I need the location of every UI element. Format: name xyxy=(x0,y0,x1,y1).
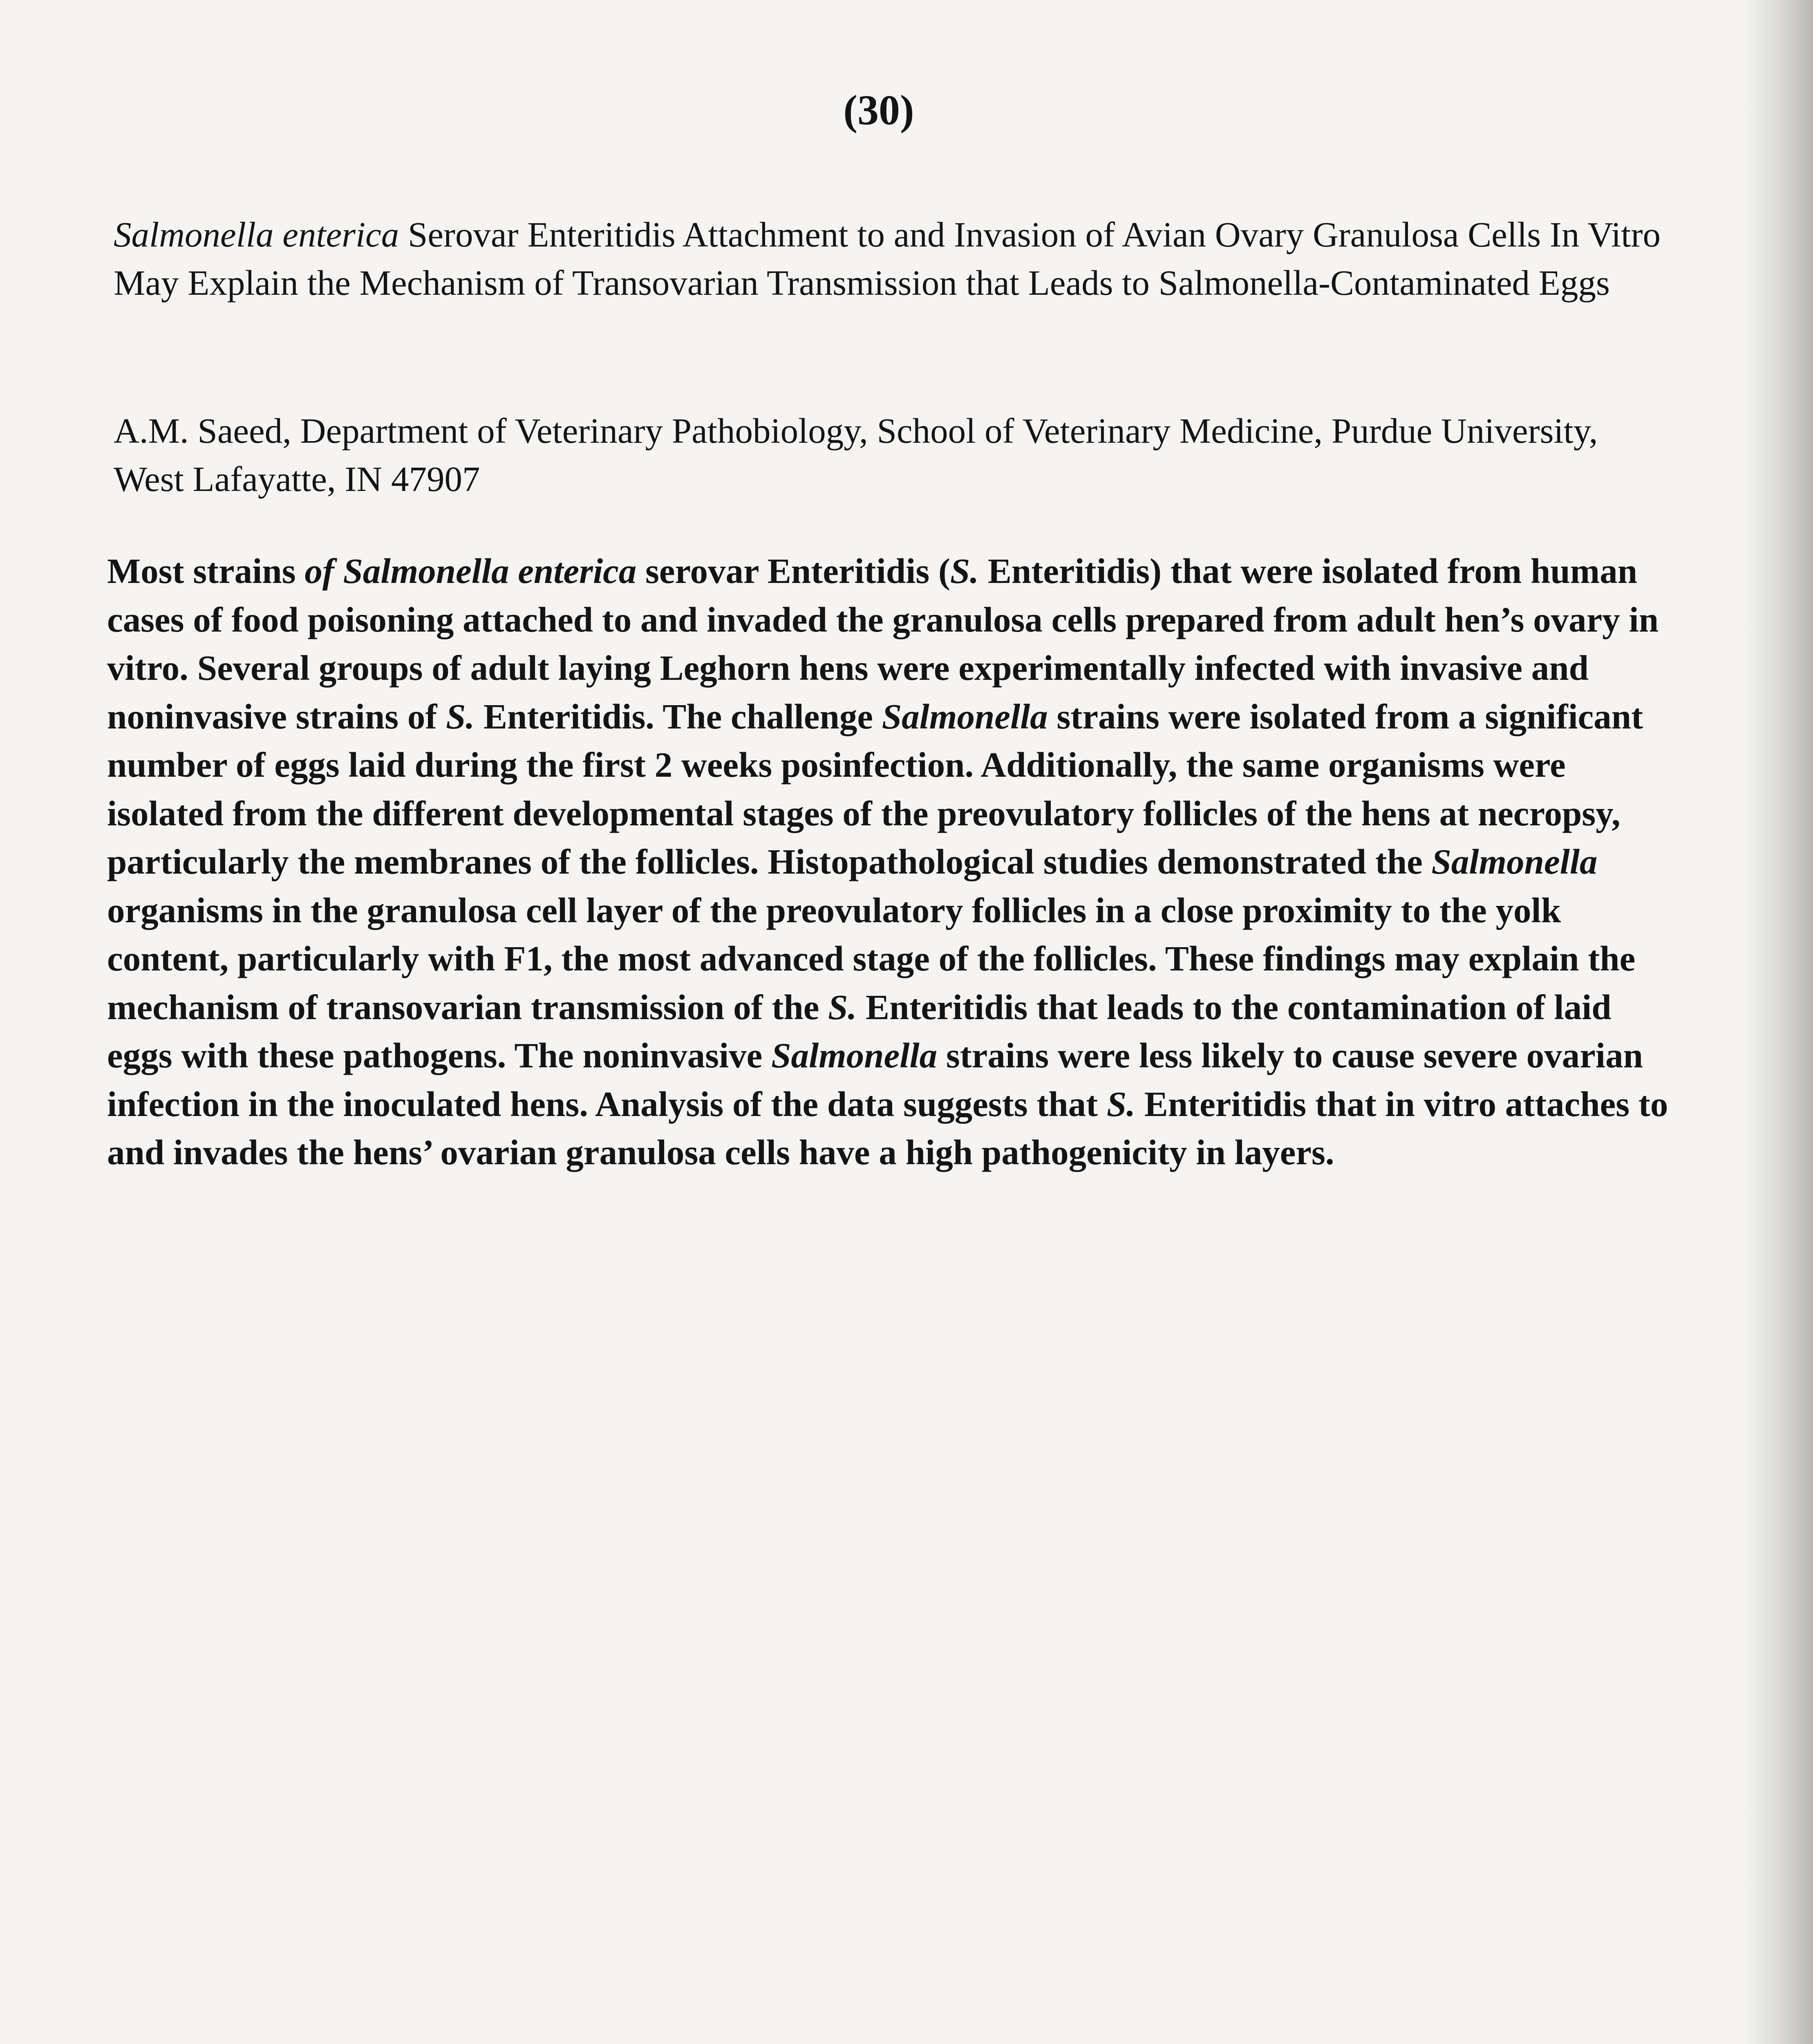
abstract-body xyxy=(107,547,1676,1177)
abstract-number: (30) xyxy=(843,87,914,134)
title-species-italic: Salmonella enterica xyxy=(114,215,399,254)
abstract-text: Enteritidis that in vitro attaches to and invades the hens’ ovarian granulosa cells have a high pathogenicity in layers. xyxy=(107,1084,1668,1172)
abstract-italic: Salmonella xyxy=(882,696,1048,736)
abstract-text: strains were isolated from a significant number of eggs laid during the first 2 weeks posinfection. Additionally, the same organisms were isolated from the different developmental stages of the preovulatory follicles of the hens at necropsy, particularly the membranes of the follicles. Histopathological studies demonstrated the xyxy=(107,696,1643,881)
abstract-italic: S. xyxy=(1106,1084,1136,1124)
abstract-text: Enteritidis. The challenge xyxy=(475,696,882,736)
abstract-italic: of Salmonella enterica xyxy=(304,551,637,591)
abstract-text: Most strains xyxy=(107,551,305,591)
abstract-italic: Salmonella xyxy=(771,1035,938,1075)
abstract-text: Enteritidis) that were isolated from human cases of food poisoning attached to and invaded the granulosa cells prepared from adult hen’s ovary in vitro. Several groups of adult laying Leghorn hens were experimentally infected with invasive and noninvasive strains of xyxy=(107,551,1659,736)
abstract-italic: S. xyxy=(446,696,475,736)
abstract-text: organisms in the granulosa cell layer of the preovulatory follicles in a close proximity to the yolk content, particularly with F1, the most advanced stage of the follicles. These findings may explain the mechanism of transovarian transmission of the xyxy=(107,890,1636,1027)
abstract-italic: S. xyxy=(828,987,857,1027)
abstract-text: Enteritidis that leads to the contamination of laid eggs with these pathogens. The noninvasive xyxy=(107,987,1612,1075)
abstract-title xyxy=(114,211,1675,307)
author-affiliation: A.M. Saeed, Department of Veterinary Pathobiology, School of Veterinary Medicine, Purdue University, West Lafayatte, IN 47907 xyxy=(114,411,1598,499)
abstract-italic: S. xyxy=(950,551,979,591)
page-edge-shadow xyxy=(1744,0,1813,2044)
title-text: Serovar Enteritidis Attachment to and Invasion of Avian Ovary Granulosa Cells In Vitro May Explain the Mechanism of Transovarian Transmission that Leads to Salmonella-Contaminated Eggs xyxy=(114,215,1661,303)
abstract-italic: Salmonella xyxy=(1431,842,1598,881)
abstract-text: strains were less likely to cause severe ovarian infection in the inoculated hens. Analysis of the data suggests that xyxy=(107,1035,1643,1124)
abstract-text: serovar Enteritidis ( xyxy=(636,551,950,591)
